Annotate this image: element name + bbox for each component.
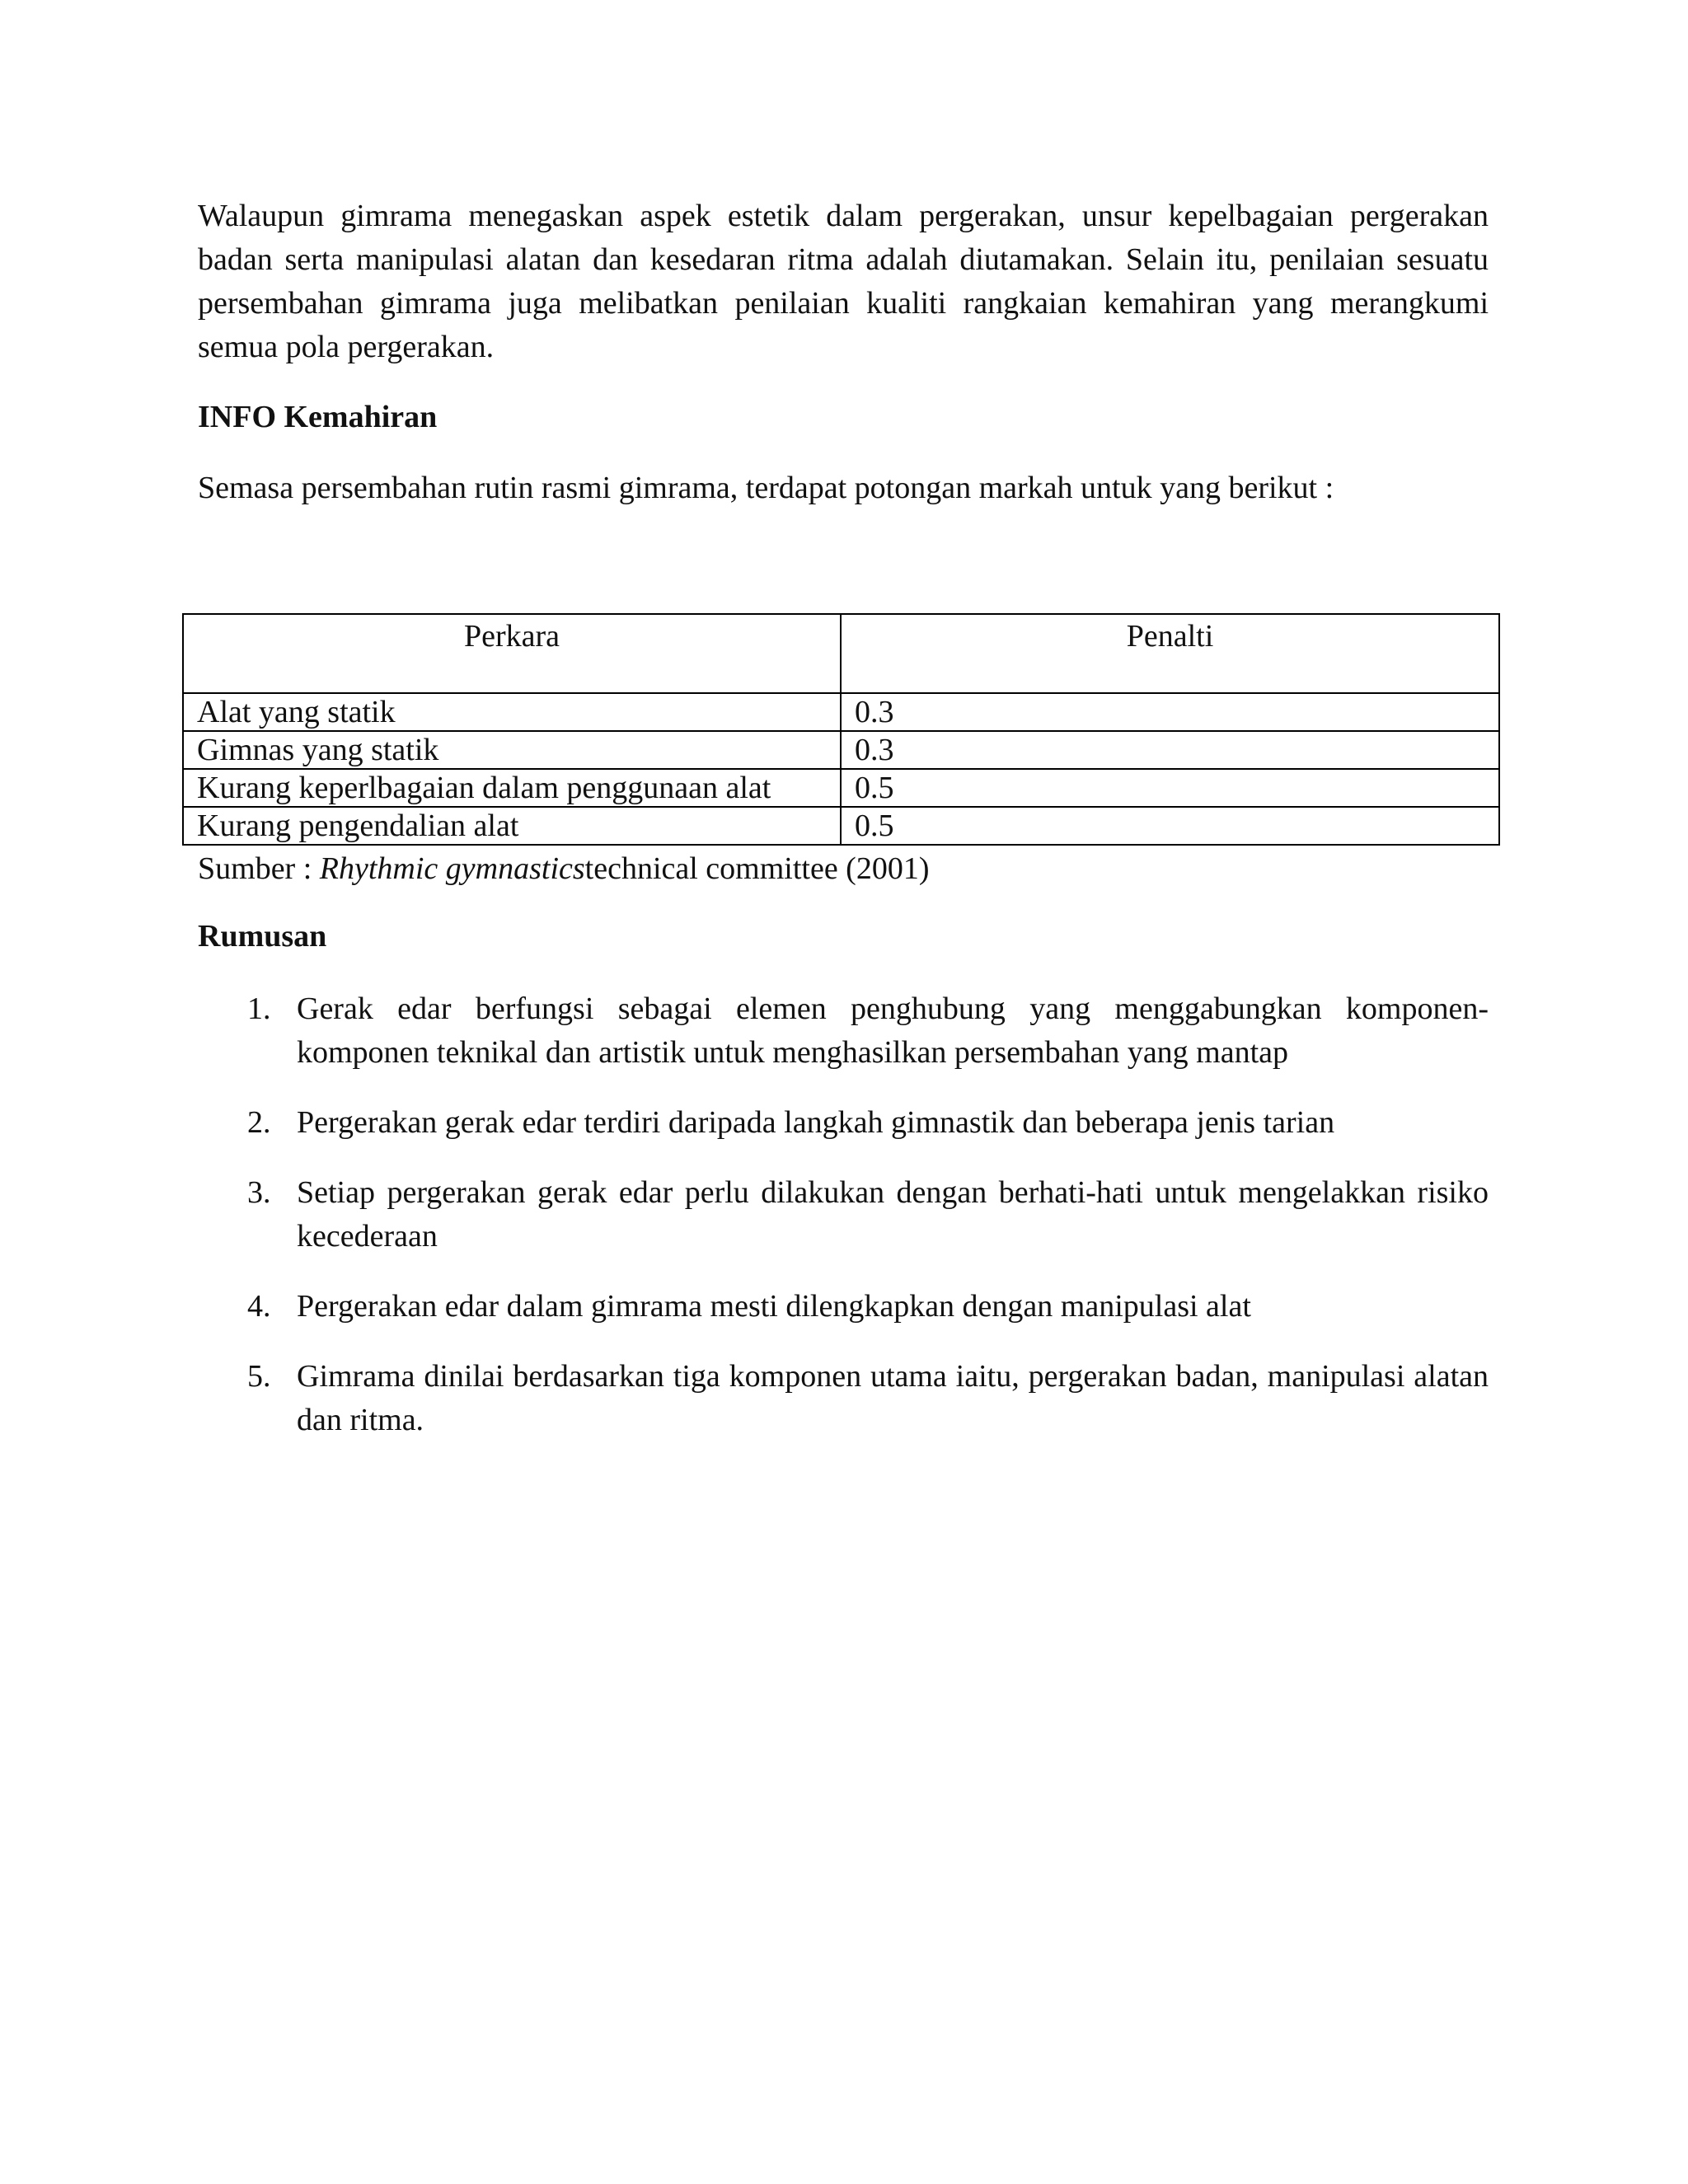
list-item bbox=[198, 1355, 1489, 1442]
list-item-number: 4. bbox=[247, 1289, 271, 1324]
table-cell-item: Kurang keperlbagaian dalam penggunaan alat bbox=[183, 769, 841, 807]
list-item bbox=[198, 1101, 1489, 1145]
intro-paragraph: Walaupun gimrama menegaskan aspek estetik dalam pergerakan, unsur kepelbagaian pergerakan badan serta manipulasi alatan dan kesedaran ritma adalah diutamakan. Selain itu, penilaian sesuatu persembahan gimrama juga melibatkan penilaian kualiti rangkaian kemahiran yang merangkumi semua pola pergerakan. bbox=[198, 199, 1489, 364]
table-cell-penalty: 0.5 bbox=[841, 807, 1499, 845]
table-row bbox=[183, 693, 1499, 731]
table-cell-penalty: 0.3 bbox=[841, 693, 1499, 731]
table-row bbox=[183, 769, 1499, 807]
list-item bbox=[198, 1285, 1489, 1329]
list-item-text: Gimrama dinilai berdasarkan tiga komponen utama iaitu, pergerakan badan, manipulasi alatan dan ritma. bbox=[297, 1359, 1489, 1437]
source-italic-title: Rhythmic gymnastics bbox=[319, 851, 585, 886]
list-item-number: 2. bbox=[247, 1105, 271, 1140]
table-cell-item: Alat yang statik bbox=[183, 693, 841, 731]
list-item-text: Pergerakan gerak edar terdiri daripada langkah gimnastik dan beberapa jenis tarian bbox=[297, 1105, 1335, 1140]
list-item-number: 3. bbox=[247, 1175, 271, 1210]
info-heading: INFO Kemahiran bbox=[198, 400, 438, 434]
source-prefix: Sumber : bbox=[198, 851, 320, 886]
table-cell-item: Kurang pengendalian alat bbox=[183, 807, 841, 845]
table-header-penalti: Penalti bbox=[841, 614, 1499, 693]
list-item-text: Setiap pergerakan gerak edar perlu dilakukan dengan berhati-hati untuk mengelakkan risiko kecederaan bbox=[297, 1175, 1489, 1254]
list-item bbox=[198, 1171, 1489, 1258]
table-cell-item: Gimnas yang statik bbox=[183, 731, 841, 769]
rumusan-list bbox=[198, 987, 1489, 1469]
list-item-text: Pergerakan edar dalam gimrama mesti dilengkapkan dengan manipulasi alat bbox=[297, 1289, 1251, 1324]
table-header-perkara: Perkara bbox=[183, 614, 841, 693]
table-header-row bbox=[183, 614, 1499, 693]
list-item-number: 5. bbox=[247, 1359, 271, 1394]
list-item-number: 1. bbox=[247, 991, 271, 1026]
table-row bbox=[183, 807, 1499, 845]
list-item bbox=[198, 987, 1489, 1075]
table-cell-penalty: 0.5 bbox=[841, 769, 1499, 807]
info-sentence: Semasa persembahan rutin rasmi gimrama, terdapat potongan markah untuk yang berikut : bbox=[198, 471, 1334, 505]
rumusan-heading: Rumusan bbox=[198, 919, 327, 954]
source-caption bbox=[198, 847, 930, 891]
table-row bbox=[183, 731, 1499, 769]
penalty-table bbox=[182, 613, 1500, 846]
source-suffix: technical committee (2001) bbox=[584, 851, 930, 886]
table-cell-penalty: 0.3 bbox=[841, 731, 1499, 769]
list-item-text: Gerak edar berfungsi sebagai elemen penghubung yang menggabungkan komponen-komponen teknikal dan artistik untuk menghasilkan persembahan yang mantap bbox=[297, 991, 1489, 1070]
